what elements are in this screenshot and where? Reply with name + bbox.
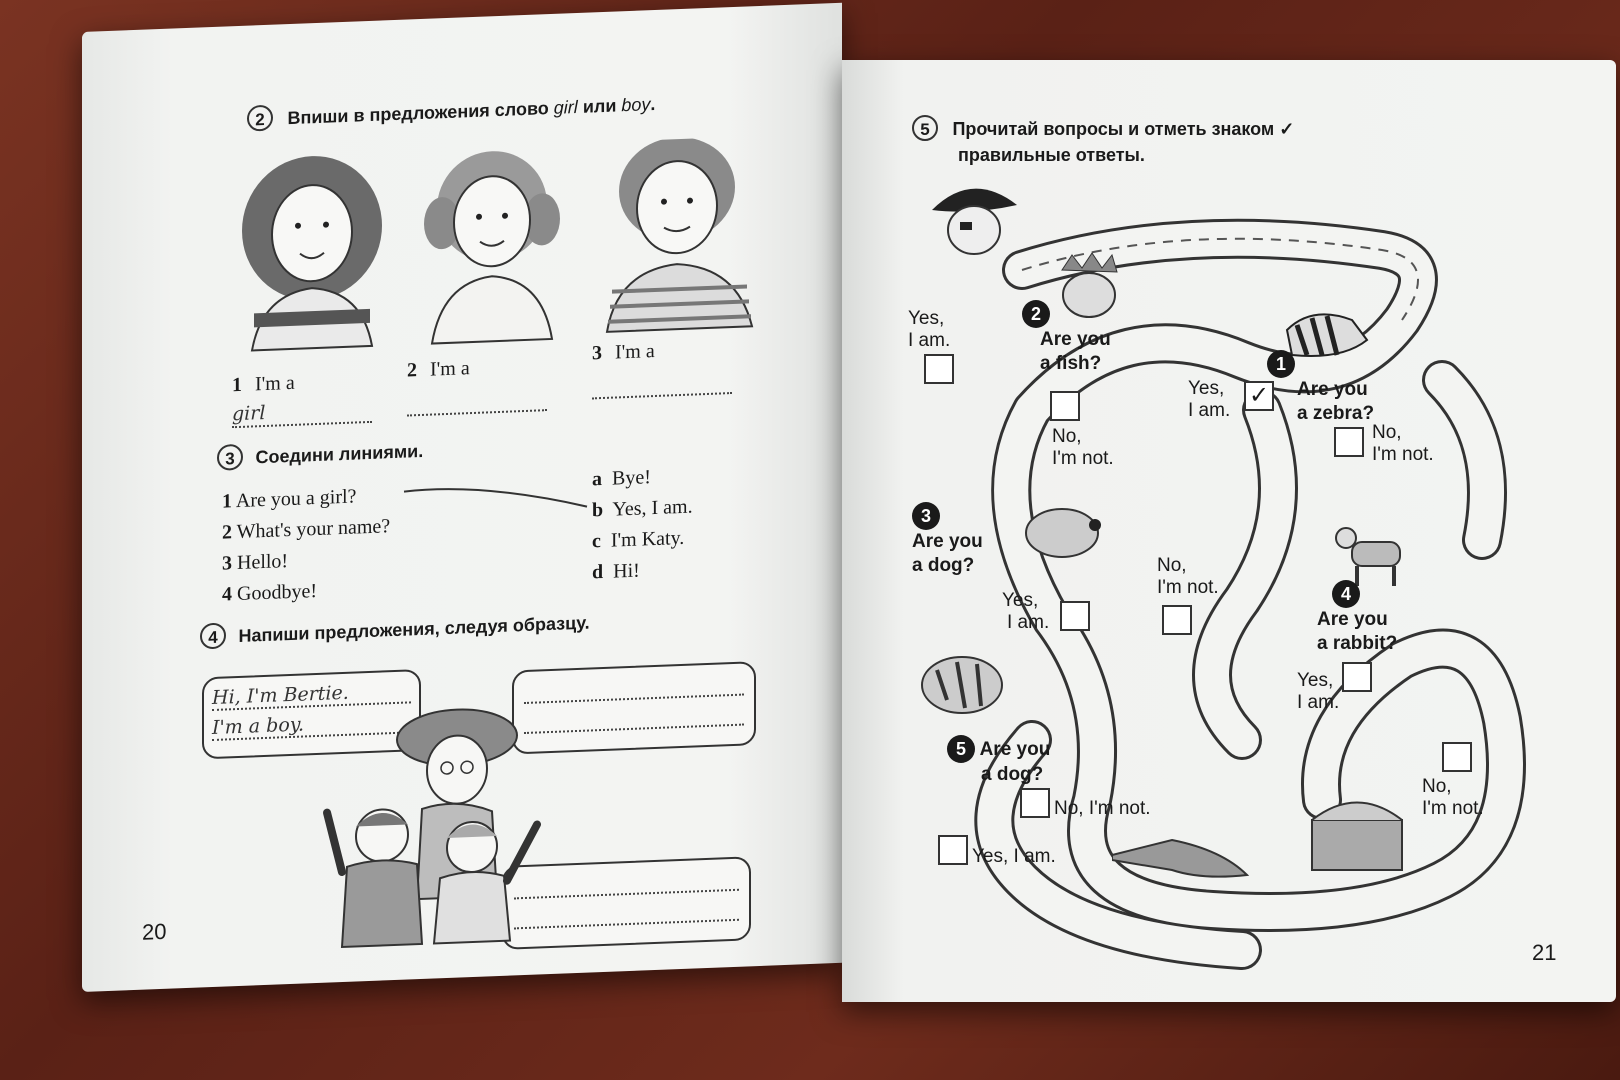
yes-text: Yes, xyxy=(1188,378,1225,399)
answer-checkbox[interactable] xyxy=(1020,788,1050,818)
answer-checkbox[interactable] xyxy=(1342,662,1372,692)
no-text: No, xyxy=(1052,426,1082,447)
answer-text: Bye! xyxy=(612,466,651,490)
answer-row[interactable] xyxy=(592,554,693,589)
am-text: I am. xyxy=(1297,692,1340,713)
question-line-2: a fish? xyxy=(1040,353,1102,374)
answer-label-no xyxy=(1157,555,1219,599)
word-boy: boy xyxy=(621,94,651,116)
task2-item-3 xyxy=(592,337,732,399)
maze-question-2 xyxy=(1022,300,1111,376)
children-illustration xyxy=(232,135,772,356)
question-number: 1 xyxy=(222,490,232,513)
answer-label-yes xyxy=(1002,590,1049,634)
item-number: 3 xyxy=(592,342,602,365)
task-title xyxy=(287,94,655,128)
answer-text: I'm Katy. xyxy=(610,526,685,552)
treasure-chest-icon xyxy=(1297,780,1417,880)
item-text: I'm a xyxy=(430,357,470,381)
answer-field[interactable] xyxy=(592,390,732,399)
write-line[interactable] xyxy=(524,724,744,734)
task-number-badge: 2 xyxy=(247,105,273,132)
answer-label-yes: Yes, I am. xyxy=(972,846,1056,867)
page-number: 20 xyxy=(142,918,167,945)
am-text: I am. xyxy=(1007,612,1050,633)
pirate-icon xyxy=(922,170,1022,260)
maze-question-1 xyxy=(1267,350,1374,426)
page-number: 21 xyxy=(1532,940,1557,965)
boy-striped-shirt-icon xyxy=(607,135,752,331)
answer-letter: d xyxy=(592,560,604,584)
workbook-page-21 xyxy=(842,60,1616,1002)
answer-checkbox[interactable] xyxy=(1442,742,1472,772)
task-2-header xyxy=(247,90,655,132)
task-5-header xyxy=(912,115,1294,166)
maze-question-4 xyxy=(1317,580,1397,656)
checked-answer-checkbox[interactable] xyxy=(1244,381,1274,411)
answer-label-no xyxy=(1372,422,1434,466)
answer-label-yes xyxy=(1297,670,1339,714)
answer-checkbox[interactable] xyxy=(1060,601,1090,631)
example-line-1: Hi, I'm Bertie. xyxy=(212,679,411,711)
family-waving-illustration xyxy=(322,694,552,953)
no-text: No, xyxy=(1422,776,1452,797)
item-number: 2 xyxy=(407,359,417,382)
answer-field[interactable]: girl xyxy=(232,401,266,426)
task-number-badge: 5 xyxy=(912,115,938,141)
answer-field[interactable] xyxy=(407,407,547,416)
task-title-text: Впиши в предложения слово xyxy=(287,97,554,129)
task-title-line-1: Прочитай вопросы и отметь знаком ✓ xyxy=(952,119,1295,139)
answer-checkbox[interactable] xyxy=(1334,427,1364,457)
question-text: Goodbye! xyxy=(237,579,317,606)
title-end: . xyxy=(650,93,656,115)
am-text: I am. xyxy=(1188,400,1231,421)
answer-text: Hi! xyxy=(613,559,640,583)
answer-label-no xyxy=(1052,426,1114,470)
answer-letter: a xyxy=(592,468,602,491)
question-number-badge: 4 xyxy=(1332,580,1360,608)
task2-item-2 xyxy=(407,354,547,416)
answer-row[interactable] xyxy=(592,461,693,496)
question-number-badge: 2 xyxy=(1022,300,1050,328)
maze-question-3 xyxy=(912,502,983,578)
answer-checkbox[interactable] xyxy=(1050,391,1080,421)
question-number-badge: 3 xyxy=(912,502,940,530)
answer-letter: c xyxy=(592,530,601,553)
question-line-2: a zebra? xyxy=(1297,403,1375,424)
question-number: 2 xyxy=(222,521,232,544)
item-text: I'm a xyxy=(615,339,655,364)
workbook-page-20 xyxy=(82,3,842,992)
answer-checkbox[interactable] xyxy=(924,354,954,384)
task-title: Соедини линиями. xyxy=(255,440,424,468)
no-text: No, xyxy=(1157,555,1187,576)
question-line-2: a dog? xyxy=(912,555,975,576)
crocodile-icon xyxy=(1112,830,1252,890)
not-text: I'm not. xyxy=(1157,577,1219,598)
not-text: I'm not. xyxy=(1422,798,1484,819)
question-row[interactable] xyxy=(222,573,390,610)
question-line-1: Are you xyxy=(979,739,1051,760)
answer-label-no: No, I'm not. xyxy=(1054,798,1151,819)
answer-letter: b xyxy=(592,498,604,522)
answer-row[interactable] xyxy=(592,492,693,527)
no-text: No, xyxy=(1372,422,1402,443)
maze-question-5 xyxy=(947,735,1050,787)
not-text: I'm not. xyxy=(1052,448,1114,469)
task3-questions xyxy=(222,480,390,610)
answer-text: Yes, I am. xyxy=(612,495,693,521)
question-line-2: a dog? xyxy=(981,764,1044,785)
answer-row[interactable] xyxy=(592,523,693,558)
question-row[interactable] xyxy=(222,511,390,548)
write-line[interactable] xyxy=(524,694,744,704)
question-line-1: Are you xyxy=(1317,609,1388,630)
boy-waving-icon xyxy=(327,808,422,948)
am-text: I am. xyxy=(908,330,951,351)
question-line-1: Are you xyxy=(1040,329,1111,350)
girl-waving-icon xyxy=(434,820,537,944)
question-text: Are you a girl? xyxy=(235,485,357,513)
task-3-header xyxy=(217,437,423,471)
yes-text: Yes, xyxy=(908,308,945,329)
question-text: What's your name? xyxy=(236,515,391,544)
not-text: I'm not. xyxy=(1372,444,1434,465)
question-number-badge: 1 xyxy=(1267,350,1295,378)
question-number: 3 xyxy=(222,552,232,575)
task-title: Напиши предложения, следуя образцу. xyxy=(238,612,590,646)
answer-label-yes xyxy=(908,308,950,352)
task-title-line-2: правильные ответы. xyxy=(958,145,1145,165)
word-girl: girl xyxy=(553,96,578,118)
answer-label-no xyxy=(1422,776,1484,820)
item-number: 1 xyxy=(232,373,242,397)
question-line-1: Are you xyxy=(912,531,983,552)
task2-item-1 xyxy=(232,369,372,428)
matching-line xyxy=(402,474,592,521)
question-line-1: Are you xyxy=(1297,379,1368,400)
task-4-header xyxy=(200,608,590,649)
yes-text: Yes, xyxy=(1297,670,1334,691)
question-text: Hello! xyxy=(237,550,289,575)
task3-answers xyxy=(592,461,693,589)
answer-checkbox[interactable] xyxy=(938,835,968,865)
task-number-badge: 3 xyxy=(217,444,243,471)
question-number: 4 xyxy=(222,583,232,606)
word-or: или xyxy=(577,95,622,117)
task-number-badge: 4 xyxy=(200,622,226,649)
question-line-2: a rabbit? xyxy=(1317,633,1398,654)
girl-pigtails-icon xyxy=(424,149,560,344)
answer-label-yes xyxy=(1188,378,1230,422)
yes-text: Yes, xyxy=(1002,590,1039,611)
girl-curly-hair-icon xyxy=(242,153,382,350)
example-line-2: I'm a boy. xyxy=(212,709,411,741)
item-text: I'm a xyxy=(255,371,295,396)
answer-checkbox[interactable] xyxy=(1162,605,1192,635)
check-icon: ✓ xyxy=(1248,382,1270,409)
question-number-badge: 5 xyxy=(947,735,975,763)
tiger-icon xyxy=(917,650,1007,720)
dog-icon xyxy=(1017,495,1107,565)
